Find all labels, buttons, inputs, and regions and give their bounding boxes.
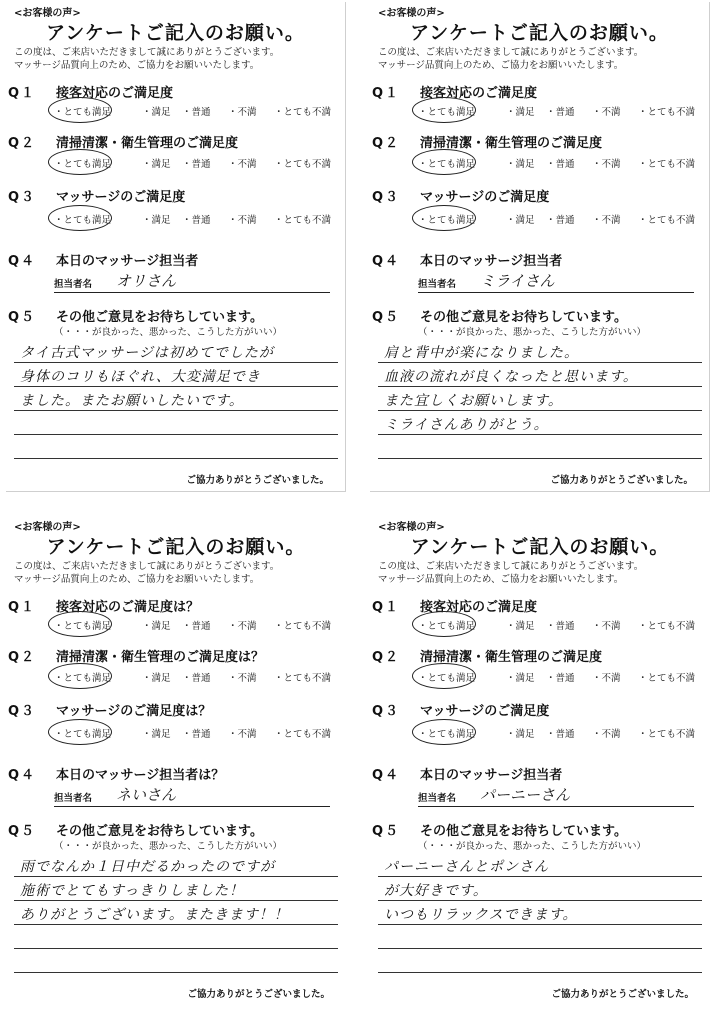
comment-line-4: ミライさんありがとう。 xyxy=(384,417,549,433)
question-5-note: （・・・が良かった、悪かった、こうした方がいい） xyxy=(54,841,283,852)
rating-option-very-satisfied[interactable]: ・とても満足 xyxy=(418,104,506,118)
rating-option-normal[interactable]: ・普通 xyxy=(546,729,575,740)
rating-option-very-dissatisfied[interactable]: ・とても不満 xyxy=(638,107,696,118)
comment-line-3: ありがとうございます。またきます！！ xyxy=(20,907,289,923)
rating-options-q1 xyxy=(54,104,338,118)
customer-voice-label: <お客様の声> xyxy=(14,8,81,19)
question-number: Q３ xyxy=(8,190,37,205)
rating-option-normal[interactable]: ・普通 xyxy=(546,673,575,684)
comment-line-2: 施術でとてもすっきりしました！ xyxy=(20,883,245,899)
rating-option-satisfied[interactable]: ・満足 xyxy=(506,107,535,118)
question-3 xyxy=(8,186,185,205)
survey-card xyxy=(370,516,710,1006)
rating-option-very-satisfied[interactable]: ・とても満足 xyxy=(418,726,506,740)
rating-option-dissatisfied[interactable]: ・不満 xyxy=(592,107,621,118)
rating-option-very-satisfied[interactable]: ・とても満足 xyxy=(54,104,142,118)
question-text: その他ご意見をお待ちしています。 xyxy=(420,310,627,325)
rating-option-very-dissatisfied[interactable]: ・とても不満 xyxy=(274,159,332,170)
question-number: Q２ xyxy=(8,650,37,665)
question-text: 接客対応のご満足度 xyxy=(56,86,174,101)
comment-line-3: ました。またお願いしたいです。 xyxy=(20,393,244,409)
rating-option-very-satisfied[interactable]: ・とても満足 xyxy=(418,618,506,632)
survey-intro xyxy=(378,560,643,586)
comment-line-2: 身体のコリもほぐれ、大変満足でき xyxy=(20,369,261,385)
selected-circle-mark xyxy=(48,719,112,745)
question-5-note: （・・・が良かった、悪かった、こうした方がいい） xyxy=(54,327,283,338)
intro-line-1: この度は、ご来店いただきまして誠にありがとうございます。 xyxy=(378,561,644,572)
question-2 xyxy=(8,132,238,151)
intro-line-1: この度は、ご来店いただきまして誠にありがとうございます。 xyxy=(14,47,280,58)
rating-option-normal[interactable]: ・普通 xyxy=(182,621,211,632)
question-text: 接客対応のご満足度は？ xyxy=(56,600,200,615)
question-3 xyxy=(372,186,549,205)
rating-option-very-dissatisfied[interactable]: ・とても不満 xyxy=(638,673,696,684)
question-text: マッサージのご満足度 xyxy=(56,190,186,205)
rating-option-normal[interactable]: ・普通 xyxy=(546,621,575,632)
rating-option-satisfied[interactable]: ・満足 xyxy=(142,621,171,632)
survey-card xyxy=(370,2,710,492)
comment-line-3: また宜しくお願いします。 xyxy=(384,393,563,409)
selected-circle-mark xyxy=(48,149,112,175)
question-text: マッサージのご満足度 xyxy=(420,190,550,205)
intro-line-2: マッサージ品質向上のため、ご協力をお願いいたします。 xyxy=(14,60,260,71)
question-5-note: （・・・が良かった、悪かった、こうした方がいい） xyxy=(418,327,647,338)
rating-option-normal[interactable]: ・普通 xyxy=(546,159,575,170)
comment-rule xyxy=(378,410,702,411)
question-5 xyxy=(372,306,627,325)
staff-name-value: オリさん xyxy=(116,272,177,290)
question-number: Q２ xyxy=(372,650,401,665)
question-3 xyxy=(372,700,549,719)
rating-option-normal[interactable]: ・普通 xyxy=(546,107,575,118)
rating-option-satisfied[interactable]: ・満足 xyxy=(506,215,535,226)
staff-name-value: ミライさん xyxy=(480,272,555,290)
question-number: Q４ xyxy=(372,254,401,269)
rating-options-q2 xyxy=(54,670,338,684)
question-number: Q５ xyxy=(372,310,401,325)
rating-option-very-satisfied[interactable]: ・とても満足 xyxy=(54,212,142,226)
question-3 xyxy=(8,700,211,719)
rating-option-dissatisfied[interactable]: ・不満 xyxy=(592,729,621,740)
intro-line-2: マッサージ品質向上のため、ご協力をお願いいたします。 xyxy=(14,574,260,585)
survey-title: アンケートご記入のお願い。 xyxy=(46,536,306,558)
question-text: 本日のマッサージ担当者 xyxy=(420,768,563,783)
rating-options-q3 xyxy=(54,212,338,226)
survey-title: アンケートご記入のお願い。 xyxy=(410,536,670,558)
selected-circle-mark xyxy=(48,663,112,689)
rating-option-satisfied[interactable]: ・満足 xyxy=(142,673,171,684)
rating-options-q1 xyxy=(54,618,338,632)
question-4 xyxy=(8,764,224,783)
rating-option-very-dissatisfied[interactable]: ・とても不満 xyxy=(638,215,696,226)
selected-circle-mark xyxy=(412,205,476,231)
question-number: Q２ xyxy=(372,136,401,151)
rating-options-q2 xyxy=(418,670,702,684)
question-number: Q５ xyxy=(8,824,37,839)
comment-rule xyxy=(14,924,338,925)
question-number: Q３ xyxy=(372,704,401,719)
comment-rule xyxy=(378,900,702,901)
question-number: Q３ xyxy=(372,190,401,205)
staff-name-label: 担当者名 xyxy=(54,793,93,804)
rating-option-very-satisfied[interactable]: ・とても満足 xyxy=(418,670,506,684)
rating-option-very-dissatisfied[interactable]: ・とても不満 xyxy=(638,729,696,740)
question-number: Q４ xyxy=(8,254,37,269)
rating-option-very-satisfied[interactable]: ・とても満足 xyxy=(54,726,142,740)
rating-option-normal[interactable]: ・普通 xyxy=(182,729,211,740)
survey-intro xyxy=(14,560,279,586)
rating-option-dissatisfied[interactable]: ・不満 xyxy=(592,159,621,170)
comment-line-1: タイ古式マッサージは初めてでしたが xyxy=(20,345,274,361)
question-number: Q５ xyxy=(8,310,37,325)
comment-rule xyxy=(378,972,702,973)
staff-name-label: 担当者名 xyxy=(54,279,93,290)
staff-name-label: 担当者名 xyxy=(418,279,457,290)
rating-options-q3 xyxy=(54,726,338,740)
thanks-message: ご協力ありがとうございました。 xyxy=(186,475,329,486)
rating-options-q2 xyxy=(54,156,338,170)
rating-option-dissatisfied[interactable]: ・不満 xyxy=(228,621,257,632)
staff-name-field[interactable] xyxy=(418,784,694,807)
question-text: 清掃清潔・衛生管理のご満足度は？ xyxy=(56,650,265,665)
rating-option-very-dissatisfied[interactable]: ・とても不満 xyxy=(274,621,332,632)
rating-option-very-dissatisfied[interactable]: ・とても不満 xyxy=(638,621,696,632)
comment-rule xyxy=(14,948,338,949)
question-5 xyxy=(8,306,263,325)
staff-name-field[interactable] xyxy=(54,270,330,293)
comment-rule xyxy=(14,434,338,435)
rating-option-satisfied[interactable]: ・満足 xyxy=(506,729,535,740)
rating-option-very-dissatisfied[interactable]: ・とても不満 xyxy=(274,729,332,740)
intro-line-2: マッサージ品質向上のため、ご協力をお願いいたします。 xyxy=(378,60,624,71)
rating-options-q1 xyxy=(418,618,702,632)
intro-line-1: この度は、ご来店いただきまして誠にありがとうございます。 xyxy=(14,561,280,572)
comment-rule xyxy=(14,458,338,459)
question-number: Q１ xyxy=(8,600,37,615)
question-text: その他ご意見をお待ちしています。 xyxy=(56,310,263,325)
question-1 xyxy=(372,82,537,101)
selected-circle-mark xyxy=(412,719,476,745)
rating-option-very-satisfied[interactable]: ・とても満足 xyxy=(418,212,506,226)
comment-line-1: パーニーさんとポンさん xyxy=(384,859,549,875)
rating-option-dissatisfied[interactable]: ・不満 xyxy=(592,215,621,226)
rating-option-very-satisfied[interactable]: ・とても満足 xyxy=(54,156,142,170)
survey-title: アンケートご記入のお願い。 xyxy=(46,22,305,44)
question-1 xyxy=(8,82,173,101)
rating-option-dissatisfied[interactable]: ・不満 xyxy=(592,621,621,632)
comment-rule xyxy=(378,458,702,459)
comment-line-2: が大好きです。 xyxy=(384,883,488,899)
question-number: Q１ xyxy=(372,86,401,101)
question-text: 清掃清潔・衛生管理のご満足度 xyxy=(420,650,603,665)
rating-option-dissatisfied[interactable]: ・不満 xyxy=(228,159,257,170)
rating-option-normal[interactable]: ・普通 xyxy=(182,159,211,170)
rating-option-very-dissatisfied[interactable]: ・とても不満 xyxy=(274,673,332,684)
rating-options-q3 xyxy=(418,212,702,226)
customer-voice-label: <お客様の声> xyxy=(14,522,81,533)
rating-option-normal[interactable]: ・普通 xyxy=(182,215,211,226)
comment-rule xyxy=(378,362,702,363)
staff-name-label: 担当者名 xyxy=(418,793,457,804)
survey-card xyxy=(6,516,346,1006)
comment-rule xyxy=(14,900,338,901)
rating-option-dissatisfied[interactable]: ・不満 xyxy=(228,729,257,740)
rating-option-satisfied[interactable]: ・満足 xyxy=(506,621,535,632)
rating-options-q3 xyxy=(418,726,702,740)
survey-card xyxy=(6,2,346,492)
comment-rule xyxy=(378,948,702,949)
staff-name-value: パーニーさん xyxy=(480,786,571,804)
customer-voice-label: <お客様の声> xyxy=(378,8,445,19)
comment-rule xyxy=(378,434,702,435)
comment-rule xyxy=(14,362,338,363)
question-2 xyxy=(372,132,602,151)
rating-option-normal[interactable]: ・普通 xyxy=(182,673,211,684)
rating-option-satisfied[interactable]: ・満足 xyxy=(506,159,535,170)
staff-name-field[interactable] xyxy=(418,270,694,293)
question-5-note: （・・・が良かった、悪かった、こうした方がいい） xyxy=(418,841,647,852)
question-number: Q３ xyxy=(8,704,37,719)
question-text: 接客対応のご満足度 xyxy=(420,600,538,615)
survey-intro xyxy=(378,46,643,72)
comment-line-2: 血液の流れが良くなったと思います。 xyxy=(384,369,638,385)
thanks-message: ご協力ありがとうございました。 xyxy=(551,989,694,1000)
rating-option-satisfied[interactable]: ・満足 xyxy=(142,107,171,118)
comment-rule xyxy=(378,924,702,925)
question-1 xyxy=(372,596,537,615)
rating-option-normal[interactable]: ・普通 xyxy=(182,107,211,118)
intro-line-1: この度は、ご来店いただきまして誠にありがとうございます。 xyxy=(378,47,644,58)
survey-intro xyxy=(14,46,279,72)
comment-rule xyxy=(14,410,338,411)
rating-option-very-dissatisfied[interactable]: ・とても不満 xyxy=(274,215,332,226)
question-4 xyxy=(372,250,562,269)
staff-name-field[interactable] xyxy=(54,784,330,807)
question-text: マッサージのご満足度は？ xyxy=(56,704,212,719)
survey-title: アンケートご記入のお願い。 xyxy=(410,22,669,44)
question-text: マッサージのご満足度 xyxy=(420,704,550,719)
comment-rule xyxy=(378,386,702,387)
rating-option-dissatisfied[interactable]: ・不満 xyxy=(228,107,257,118)
rating-option-satisfied[interactable]: ・満足 xyxy=(506,673,535,684)
rating-options-q1 xyxy=(418,104,702,118)
comment-line-3: いつもリラックスできます。 xyxy=(384,907,578,923)
thanks-message: ご協力ありがとうございました。 xyxy=(187,989,330,1000)
question-text: 清掃清潔・衛生管理のご満足度 xyxy=(420,136,603,151)
staff-name-value: ネいさん xyxy=(116,786,177,804)
selected-circle-mark xyxy=(412,149,476,175)
question-text: その他ご意見をお待ちしています。 xyxy=(56,824,263,839)
rating-option-very-satisfied[interactable]: ・とても満足 xyxy=(54,618,142,632)
question-2 xyxy=(8,646,264,665)
rating-option-very-dissatisfied[interactable]: ・とても不満 xyxy=(638,159,696,170)
rating-option-very-satisfied[interactable]: ・とても満足 xyxy=(54,670,142,684)
rating-options-q2 xyxy=(418,156,702,170)
rating-option-very-satisfied[interactable]: ・とても満足 xyxy=(418,156,506,170)
rating-option-dissatisfied[interactable]: ・不満 xyxy=(592,673,621,684)
selected-circle-mark xyxy=(412,663,476,689)
comment-rule xyxy=(14,876,338,877)
question-1 xyxy=(8,596,199,615)
comment-line-1: 肩と背中が楽になりました。 xyxy=(384,345,579,361)
question-text: 清掃清潔・衛生管理のご満足度 xyxy=(56,136,239,151)
rating-option-dissatisfied[interactable]: ・不満 xyxy=(228,215,257,226)
rating-option-satisfied[interactable]: ・満足 xyxy=(142,159,171,170)
question-text: その他ご意見をお待ちしています。 xyxy=(420,824,627,839)
rating-option-satisfied[interactable]: ・満足 xyxy=(142,729,171,740)
question-text: 本日のマッサージ担当者は？ xyxy=(56,768,225,783)
selected-circle-mark xyxy=(48,205,112,231)
comment-rule xyxy=(378,876,702,877)
question-2 xyxy=(372,646,602,665)
question-number: Q４ xyxy=(8,768,37,783)
rating-option-satisfied[interactable]: ・満足 xyxy=(142,215,171,226)
question-number: Q１ xyxy=(372,600,401,615)
question-text: 本日のマッサージ担当者 xyxy=(56,254,199,269)
thanks-message: ご協力ありがとうございました。 xyxy=(550,475,693,486)
intro-line-2: マッサージ品質向上のため、ご協力をお願いいたします。 xyxy=(378,574,624,585)
comment-rule xyxy=(14,386,338,387)
question-number: Q４ xyxy=(372,768,401,783)
question-5 xyxy=(8,820,263,839)
question-text: 接客対応のご満足度 xyxy=(420,86,538,101)
question-text: 本日のマッサージ担当者 xyxy=(420,254,563,269)
question-5 xyxy=(372,820,627,839)
rating-option-normal[interactable]: ・普通 xyxy=(546,215,575,226)
question-number: Q２ xyxy=(8,136,37,151)
question-number: Q５ xyxy=(372,824,401,839)
rating-option-dissatisfied[interactable]: ・不満 xyxy=(228,673,257,684)
comment-line-1: 雨でなんか１日中だるかったのですが xyxy=(20,859,275,875)
comment-rule xyxy=(14,972,338,973)
question-number: Q１ xyxy=(8,86,37,101)
customer-voice-label: <お客様の声> xyxy=(378,522,445,533)
question-4 xyxy=(8,250,198,269)
rating-option-very-dissatisfied[interactable]: ・とても不満 xyxy=(274,107,332,118)
question-4 xyxy=(372,764,562,783)
